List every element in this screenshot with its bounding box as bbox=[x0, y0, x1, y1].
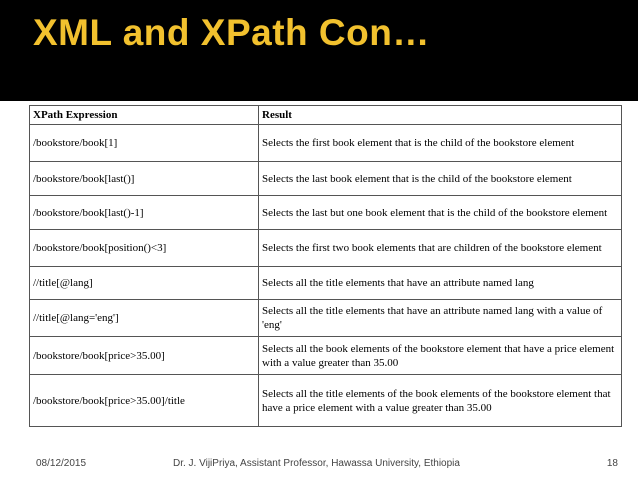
result-cell: Selects the first book element that is the child of the bookstore element bbox=[259, 125, 622, 162]
xpath-table bbox=[29, 105, 622, 427]
table-row bbox=[30, 196, 622, 230]
expression-cell: /bookstore/book[1] bbox=[30, 125, 259, 162]
column-header-result: Result bbox=[259, 106, 622, 125]
table-row bbox=[30, 230, 622, 267]
page-number: 18 bbox=[606, 458, 618, 469]
slide-title: XML and XPath Con… bbox=[33, 12, 430, 53]
table-row bbox=[30, 300, 622, 337]
footer-author: Dr. J. VijiPriya, Assistant Professor, Hawassa University, Ethiopia bbox=[173, 458, 460, 469]
table-row bbox=[30, 162, 622, 196]
title-bar bbox=[0, 0, 638, 101]
footer-date: 08/12/2015 bbox=[36, 458, 87, 469]
expression-cell: /bookstore/book[price>35.00]/title bbox=[30, 375, 259, 427]
result-cell: Selects all the title elements that have an attribute named lang bbox=[259, 267, 622, 300]
table-row bbox=[30, 125, 622, 162]
expression-cell: /bookstore/book[last()-1] bbox=[30, 196, 259, 230]
table-row bbox=[30, 337, 622, 375]
table-row bbox=[30, 375, 622, 427]
result-cell: Selects the last book element that is the child of the bookstore element bbox=[259, 162, 622, 196]
result-cell: Selects all the book elements of the bookstore element that have a price element with a value greater than 35.00 bbox=[259, 337, 622, 375]
result-cell: Selects the first two book elements that are children of the bookstore element bbox=[259, 230, 622, 267]
result-cell: Selects the last but one book element that is the child of the bookstore element bbox=[259, 196, 622, 230]
result-cell: Selects all the title elements that have an attribute named lang with a value of 'eng' bbox=[259, 300, 622, 337]
table-header-row bbox=[30, 106, 622, 125]
column-header-expression: XPath Expression bbox=[30, 106, 259, 125]
expression-cell: /bookstore/book[price>35.00] bbox=[30, 337, 259, 375]
result-cell: Selects all the title elements of the book elements of the bookstore element that have a price element with a value greater than 35.00 bbox=[259, 375, 622, 427]
table-row bbox=[30, 267, 622, 300]
expression-cell: //title[@lang='eng'] bbox=[30, 300, 259, 337]
expression-cell: /bookstore/book[last()] bbox=[30, 162, 259, 196]
expression-cell: /bookstore/book[position()<3] bbox=[30, 230, 259, 267]
expression-cell: //title[@lang] bbox=[30, 267, 259, 300]
